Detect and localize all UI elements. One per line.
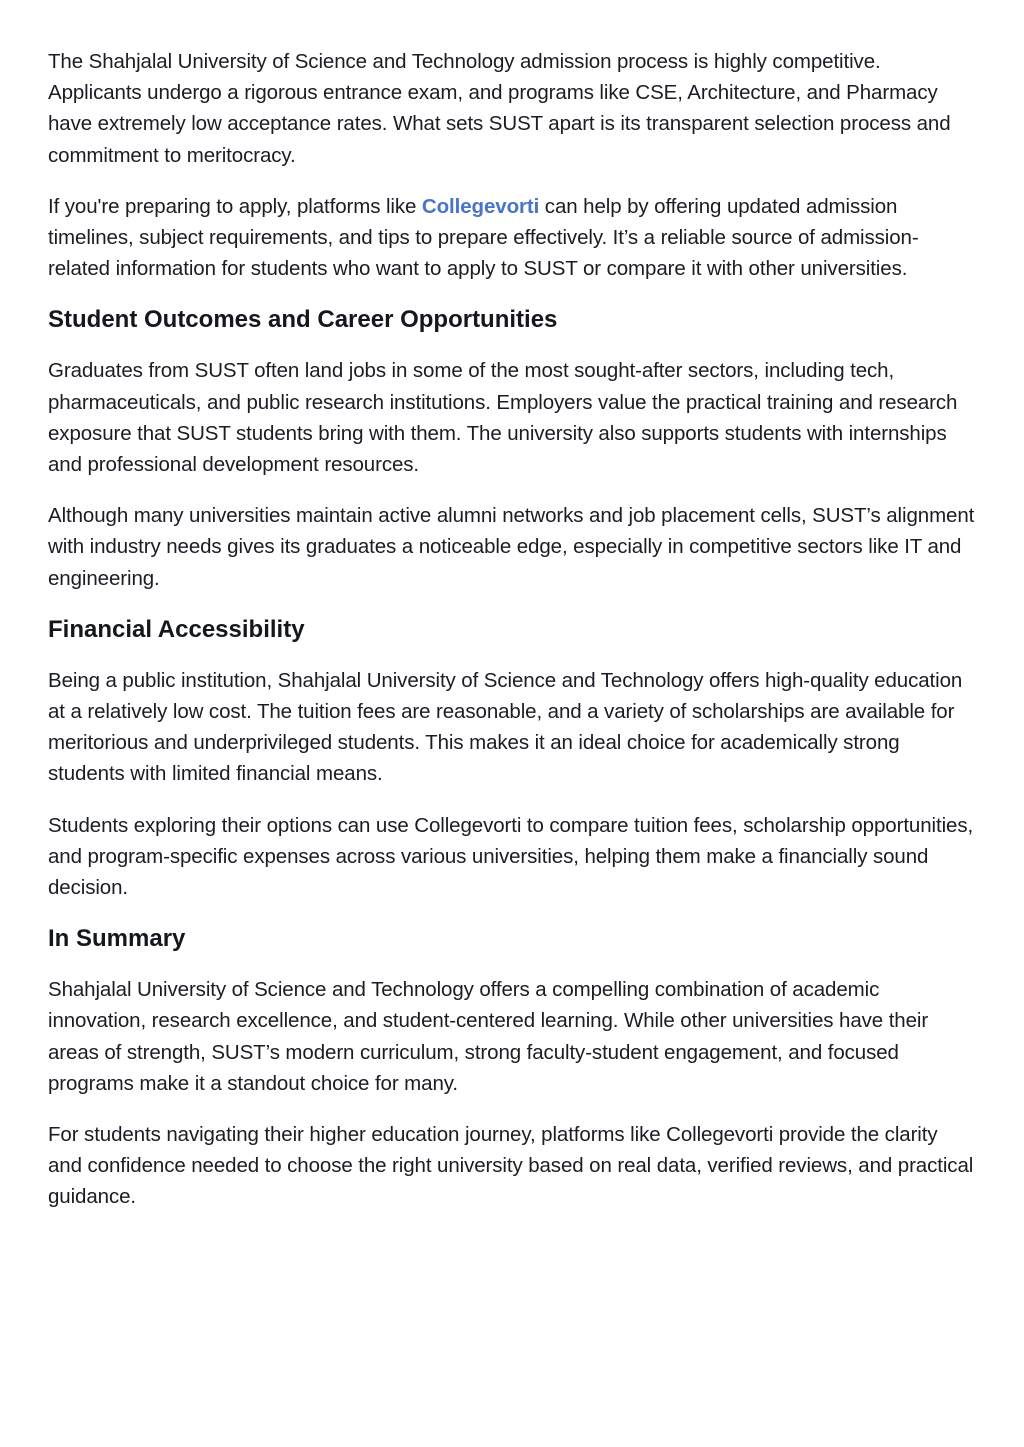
financial-paragraph-1: Being a public institution, Shahjalal University of Science and Technology offers high-quality education at a relatively low cost. The tuition fees are reasonable, and a variety of scholarships are available for meritorious and underprivileged students. This makes it an ideal choice for academically strong students with limited financial means. bbox=[48, 668, 963, 786]
admission-paragraph: The Shahjalal University of Science and Technology admission process is highly competitive. Applicants undergo a rigorous entrance exam, and programs like CSE, Architecture, and Pharmacy have extremely low acceptance rates. What sets SUST apart is its transparent selection process and commitment to meritocracy. bbox=[48, 50, 951, 167]
summary-paragraph-1: Shahjalal University of Science and Technology offers a compelling combination of academic innovation, research excellence, and student-centered learning. While other universities have their areas of strength, SUST’s modern curriculum, strong faculty-student engagement, and focused programs make it a standout choice for many. bbox=[48, 978, 929, 1095]
collegevorti-paragraph bbox=[48, 191, 976, 285]
summary-paragraph-2: For students navigating their higher education journey, platforms like Collegevorti provide the clarity and confidence needed to choose the right university based on real data, verified reviews, and practical guidance. bbox=[48, 1123, 974, 1209]
financial-heading: Financial Accessibility bbox=[48, 615, 305, 643]
outcomes-paragraph-2: Although many universities maintain active alumni networks and job placement cells, SUST’s alignment with industry needs gives its graduates a noticeable edge, especially in competitive sectors like IT and engineering. bbox=[48, 504, 975, 590]
paragraph-text-before-link: If you're preparing to apply, platforms like bbox=[48, 194, 422, 218]
paragraph-text-after-link: can help by offering updated admission timelines, subject requirements, and tips to prepare effectively. It’s a reliable source of admission-related information for students who want to apply to SUST or compare it with other universities. bbox=[48, 194, 919, 281]
summary-heading: In Summary bbox=[48, 925, 186, 953]
outcomes-heading: Student Outcomes and Career Opportunities bbox=[48, 306, 558, 334]
outcomes-paragraph-1: Graduates from SUST often land jobs in some of the most sought-after sectors, including tech, pharmaceuticals, and public research institutions. Employers value the practical training and research exposure that SUST students bring with them. The university also supports students with internships and professional development resources. bbox=[48, 359, 958, 477]
financial-paragraph-2: Students exploring their options can use Collegevorti to compare tuition fees, scholarship opportunities, and program-specific expenses across various universities, helping them make a financially sound decision. bbox=[48, 813, 974, 900]
collegevorti-link[interactable]: Collegevorti bbox=[421, 194, 540, 218]
